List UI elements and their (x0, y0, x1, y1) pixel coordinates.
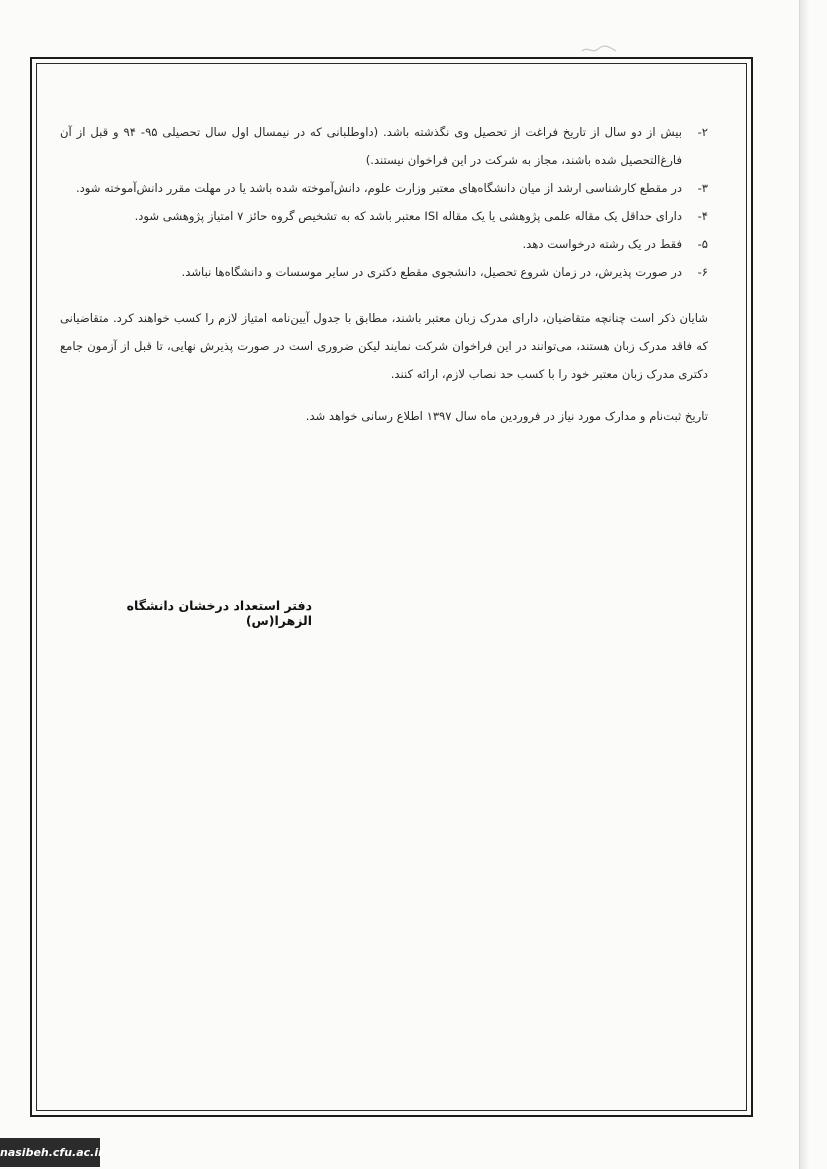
issuer-signature: دفتر استعداد درخشان دانشگاه الزهرا(س) (126, 598, 312, 628)
list-item (60, 258, 708, 286)
item-number: ۶- (697, 265, 708, 279)
item-number: ۴- (697, 209, 708, 223)
item-text: در صورت پذیرش، در زمان شروع تحصیل، دانشجوی مقطع دکتری در سایر موسسات و دانشگاه‌ها نباشد. (181, 265, 682, 279)
faint-handwriting-mark (580, 42, 620, 56)
item-text: در مقطع کارشناسی ارشد از میان دانشگاه‌های معتبر وزارت علوم، دانش‌آموخته شده باشد یا در مهلت مقرر دانش‌آموخته شود. (75, 181, 682, 195)
item-number: ۵- (697, 237, 708, 251)
item-number: ۳- (697, 181, 708, 195)
item-number: ۲- (697, 125, 708, 139)
document-body (60, 118, 708, 442)
list-item (60, 230, 708, 258)
page-edge (799, 0, 809, 1169)
item-text: بیش از دو سال از تاریخ فراغت از تحصیل وی نگذشته باشد. (داوطلبانی که در نیمسال اول سال تحصیلی ۹۵- ۹۴ و قبل از آن فارغ‌التحصیل شده باشند، مجاز به شرکت در این فراخوان نیستند.) (60, 125, 682, 167)
list-item (60, 118, 708, 174)
list-item (60, 174, 708, 202)
language-note-paragraph: شایان ذکر است چنانچه متقاضیان، دارای مدرک زبان معتبر باشند، مطابق با جدول آیین‌نامه امتیاز لازم را کسب خواهند کرد. متقاضیانی که فاقد مدرک زبان هستند، می‌توانند در این فراخوان شرکت نمایند لیکن ضروری است در صورت پذیرش نهایی، تا قبل از آزمون جامع دکتری مدرک زبان معتبر خود را با کسب حد نصاب لازم، ارائه کنند. (60, 311, 708, 381)
list-item (60, 202, 708, 230)
item-text: دارای حداقل یک مقاله علمی پژوهشی یا یک مقاله ISI معتبر باشد که به تشخیص گروه حائز ۷ امتیاز پژوهشی شود. (134, 209, 682, 223)
registration-date-paragraph: تاریخ ثبت‌نام و مدارک مورد نیاز در فروردین ماه سال ۱۳۹۷ اطلاع رسانی خواهد شد. (305, 409, 708, 423)
site-watermark: nasibeh.cfu.ac.ir (0, 1138, 100, 1167)
item-text: فقط در یک رشته درخواست دهد. (522, 237, 682, 251)
